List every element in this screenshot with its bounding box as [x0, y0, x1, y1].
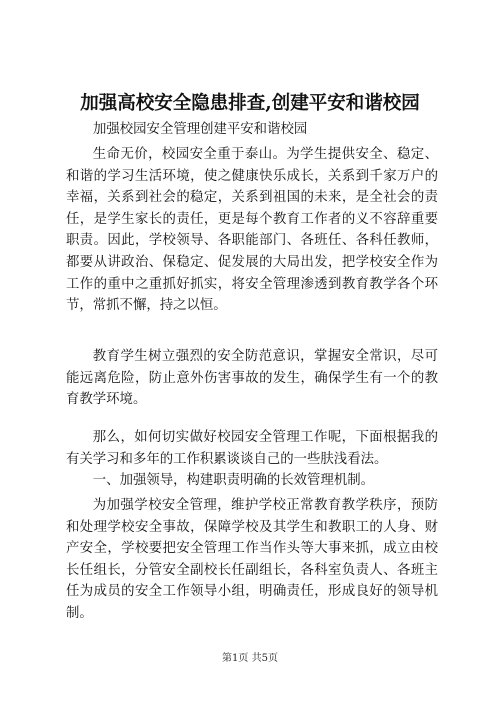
document-subtitle: 加强校园安全管理创建平安和谐校园	[93, 122, 308, 137]
section-heading-1: 一、加强领导，构建职责明确的长效管理机制。	[92, 473, 374, 488]
document-title: 加强高校安全隐患排查,创建平安和谐校园	[80, 93, 420, 114]
paragraph-1: 生命无价，校园安全重于泰山。为学生提供安全、稳定、和谐的学习生活环境，使之健康快乐成长，关系到千家万户的幸福，关系到社会的稳定，关系到祖国的未来，是全社会的责任，是学生家长的责任，更是每个教育工作者的义不容辞重要职责。因此，学校领导、各职能部门、各班任、各科任教师，都要从讲政治、保稳定、促发展的大局出发，把学校安全作为工作的重中之重抓好抓实，将安全管理渗透到教育教学各个环节，常抓不懈，持之以恒。	[66, 147, 438, 314]
paragraph-2: 教育学生树立强烈的安全防范意识，掌握安全常识，尽可能远离危险，防止意外伤害事故的发生，确保学生有一个的教育教学环境。	[66, 349, 438, 408]
page-footer: 第1页 共5页	[222, 653, 278, 664]
paragraph-3: 那么，如何切实做好校园安全管理工作呢，下面根据我的有关学习和多年的工作积累谈谈自己的一些肤浅看法。	[66, 430, 438, 467]
paragraph-4: 为加强学校安全管理，维护学校正常教育教学秩序，预防和处理学校安全事故，保障学校及其学生和教职工的人身、财产安全，学校要把安全管理工作当作头等大事来抓，成立由校长任组长，分管安全副校长任副组长，各科室负责人、各班主任为成员的安全工作领导小组，明确责任，形成良好的领导机制。	[66, 498, 438, 621]
